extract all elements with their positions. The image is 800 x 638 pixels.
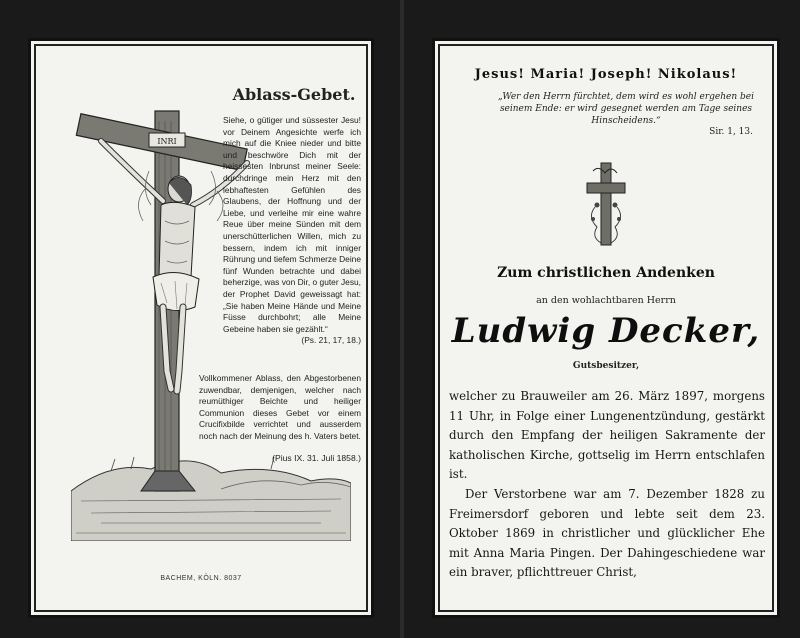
indulgence-note: Vollkommener Ablass, den Abgestorbenen zuwendbar, demjenigen, welcher nach reumüthiger Beichte und heiliger Communion dieses Gebet vor einem Crucifixbilde verrichtet und ausserdem noch nach der Meinung des h. Vaters betet. — [199, 373, 361, 441]
biography-paragraph-1: welcher zu Brauweiler am 26. März 1897, morgens 11 Uhr, in Folge einer Lungenentzündung, gestärkt durch den Empfang der heiligen Sakramente der katholischen Kirche, gottselig im Herrn entschlafen ist. — [449, 389, 765, 482]
prayer-text — [223, 115, 361, 347]
prayer-title: Ablass-Gebet. — [232, 85, 356, 104]
biography-paragraph-2: Der Verstorbene war am 7. Dezember 1828 zu Freimersdorf geboren und lebte seit dem 23. Oktober 1869 in christlicher und glücklicher Ehe mit Anna Maria Pingen. Der Dahingeschiedene war ein braver, pflichttreuer Christ, — [449, 486, 765, 580]
right-card — [404, 0, 800, 638]
cross-emblem-icon — [583, 157, 629, 249]
invocation-line: Jesus! Maria! Joseph! Nikolaus! — [474, 67, 738, 82]
scripture-quote: „Wer den Herrn fürchtet, dem wird es wohl ergehen bei seinem Ende: er wird gesegnet werden am Tage seines Hinscheidens.“ — [498, 92, 754, 126]
occupation: Gutsbesitzer, — [572, 361, 640, 371]
publisher-imprint: BACHEM, KÖLN. 8037 — [160, 575, 242, 582]
note-citation: (Pius IX. 31. Juli 1858.) — [272, 453, 361, 463]
dedication-line: an den wohlachtbaren Herrn — [536, 295, 676, 306]
left-card-paper — [28, 38, 374, 618]
right-card-paper — [432, 38, 780, 618]
quote-source: Sir. 1, 13. — [709, 127, 753, 137]
svg-text:INRI: INRI — [157, 137, 177, 146]
prayer-citation: (Ps. 21, 17, 18.) — [301, 335, 361, 346]
deceased-name: Ludwig Decker, — [451, 311, 761, 351]
biography — [449, 387, 765, 583]
memorial-heading: Zum christlichen Andenken — [497, 265, 715, 281]
prayer-body-text: Siehe, o gütiger und süssester Jesu! vor Deinem Angesichte werfe ich mich auf die Kniee nieder und bitte und beschwöre Dich mit der heissesten Inbrunst meiner Seele: durchdringe mein Herz mit den lebhaftesten Gefühlen des Glaubens, der Hoffnung und der Liebe, und verleihe mir eine wahre Reue über meine Sünden mit dem unerschütterlichen Willen, mich zu bessern, indem ich mit inniger Rührung und tiefem Schmerze Deine fünf Wunden betrachte und dabei beherzige, was von Dir, o guter Jesu, der Prophet David geweissagt hat: „Sie haben Meine Hände und Meine Füsse durchbohrt; alle Meine Gebeine haben sie gezählt.“ — [223, 115, 361, 334]
